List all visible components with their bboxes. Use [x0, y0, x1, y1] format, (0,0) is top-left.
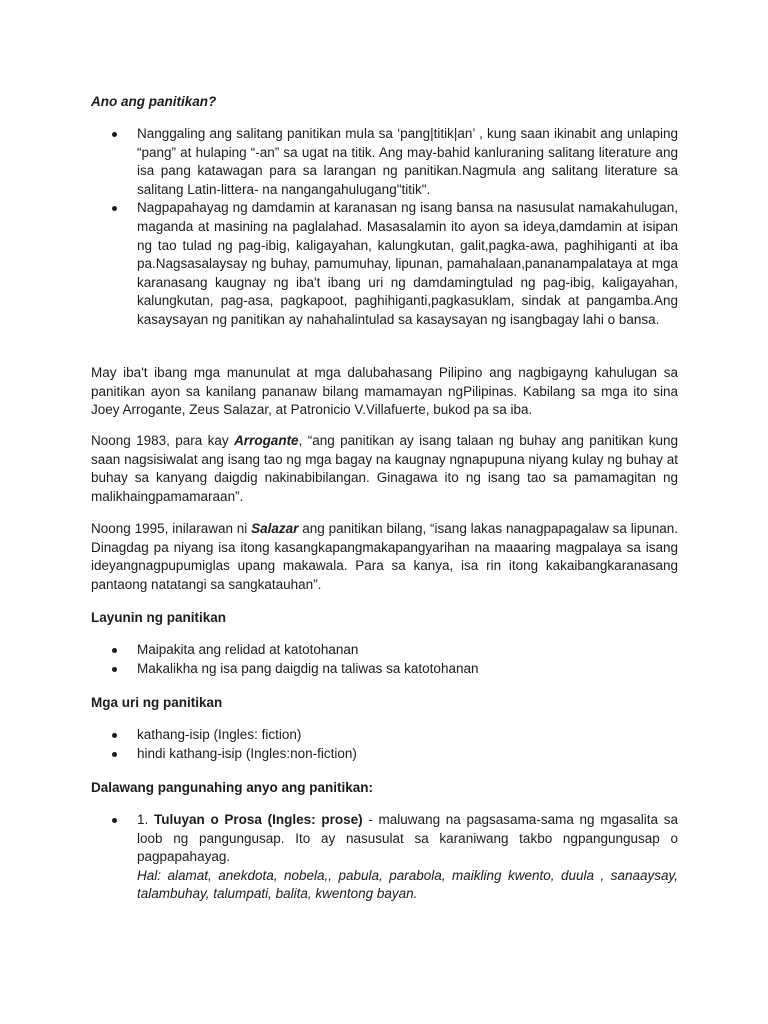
list-item [91, 745, 678, 764]
bullet-icon [112, 818, 117, 823]
uri-list [91, 726, 678, 763]
anyo-list [91, 811, 678, 904]
list-item [91, 199, 678, 329]
author-name-arrogante: Arrogante [234, 433, 299, 448]
list-item-text: Nagpapahayag ng damdamin at karanasan ng isang bansa na nasusulat namakahulugan, maganda at masining na paglalahad. Masasalamin ito ayon sa ideya,damdamin at isipan ng tao tulad ng pag-ibig, kaligayahan, kalungkutan, galit,pagka-awa, paghihiganti at iba pa.Nagsasalaysay ng buhay, pamumuhay, lipunan, pamahalaan,pananampalataya at mga karanasang kaugnay ng iba't ibang uri ng damdamingtulad ng pag-ibig, kaligayahan, kalungkutan, pag-asa, pagkapoot, paghihiganti,pagkasuklam, sindak at pangamba.Ang kasaysayan ng panitikan ay nahahalintulad sa kasaysayan ng isangbagay lahi o bansa. [137, 200, 678, 327]
paragraph-text: , “ang panitikan ay isang talaan ng buhay ang panitikan kung saan nagsisiwalat ang isang tao ng mga bagay na kaugnay ngnapupuna niyang kulay ng buhay at buhay sa kanyang daigdig nakinabibilangan. Ginagawa ito ng isang tao sa pamamagitan ng malikhaingpamamaraan”. [91, 433, 678, 504]
bullet-icon [112, 132, 117, 137]
list-item-text: hindi kathang-isip (Ingles:non-fiction) [137, 745, 357, 761]
paragraph-text: Noong 1995, inilarawan ni [91, 521, 252, 536]
paragraph-arrogante [91, 432, 678, 506]
paragraph-text: Noong 1983, para kay [91, 433, 235, 448]
list-item [91, 641, 678, 660]
bullet-icon [112, 206, 117, 211]
bullet-icon [112, 667, 117, 672]
paragraph-manunulat: May iba't ibang mga manunulat at mga dalubahasang Pilipino ang nagbigayng kahulugan sa panitikan ayon sa kanilang pananaw bilang mamamayan ngPilipinas. Kabilang sa mga ito sina Joey Arrogante, Zeus Salazar, at Patronicio V.Villafuerte, bukod pa sa iba. [91, 365, 678, 418]
bullet-icon [112, 733, 117, 738]
intro-bullet-list [91, 125, 678, 330]
paragraph-text: ang panitikan bilang, “isang lakas nanagpapagalaw sa lipunan. Dinagdag pa niyang isa itong kasangkapangmakapangyarihan na maaaring magpalaya sa isang ideyangnagpupumiglas upang makawala. Para sa kanya, isa rin itong kakaibangkaranasang pantaong natatangi sa sangkatauhan”. [91, 521, 679, 592]
list-item-number: 1. [137, 812, 154, 827]
author-name-salazar: Salazar [251, 521, 299, 536]
examples-text: Hal: alamat, anekdota, nobela,, pabula, parabola, maikling kwento, duula , sanaaysay, talambuhay, talumpati, balita, kwentong bayan. [137, 867, 678, 902]
list-item-text: Nanggaling ang salitang panitikan mula sa ‘pang|titik|an’ , kung saan ikinabit ang unlaping “pang” at hulaping “-an” sa ugat na titik. Ang may-bahid kanluraning salitang literature ang isa pang katawagan para sa larangan ng panitikan.Nagmula ang salitang literature sa salitang Latin-littera- na nangangahulugang"titik". [137, 126, 678, 197]
layunin-list [91, 641, 678, 678]
list-item [91, 660, 678, 679]
list-item-text: Maipakita ang relidad at katotohanan [137, 642, 359, 657]
list-item [91, 726, 678, 745]
list-item [91, 811, 678, 904]
page-title: Ano ang panitikan? [91, 94, 217, 109]
paragraph-salazar [91, 520, 678, 594]
bullet-icon [112, 648, 117, 653]
list-item-text: - maluwang na pagsasama-sama ng mgasalita sa loob ng pangungusap. Ito ay nasusulat sa karaniwang takbo ngpangungusap o pagpapahayag. [137, 812, 679, 865]
list-item [91, 125, 678, 199]
list-item-text: kathang-isip (Ingles: fiction) [137, 727, 302, 742]
term-tuluyan: Tuluyan o Prosa (Ingles: prose) [153, 812, 363, 827]
heading-anyo: Dalawang pangunahing anyo ang panitikan: [91, 780, 374, 795]
list-item-text: Makalikha ng isa pang daigdig na taliwas sa katotohanan [137, 660, 479, 676]
bullet-icon [112, 752, 117, 757]
heading-layunin: Layunin ng panitikan [91, 610, 227, 625]
heading-uri: Mga uri ng panitikan [91, 695, 223, 710]
